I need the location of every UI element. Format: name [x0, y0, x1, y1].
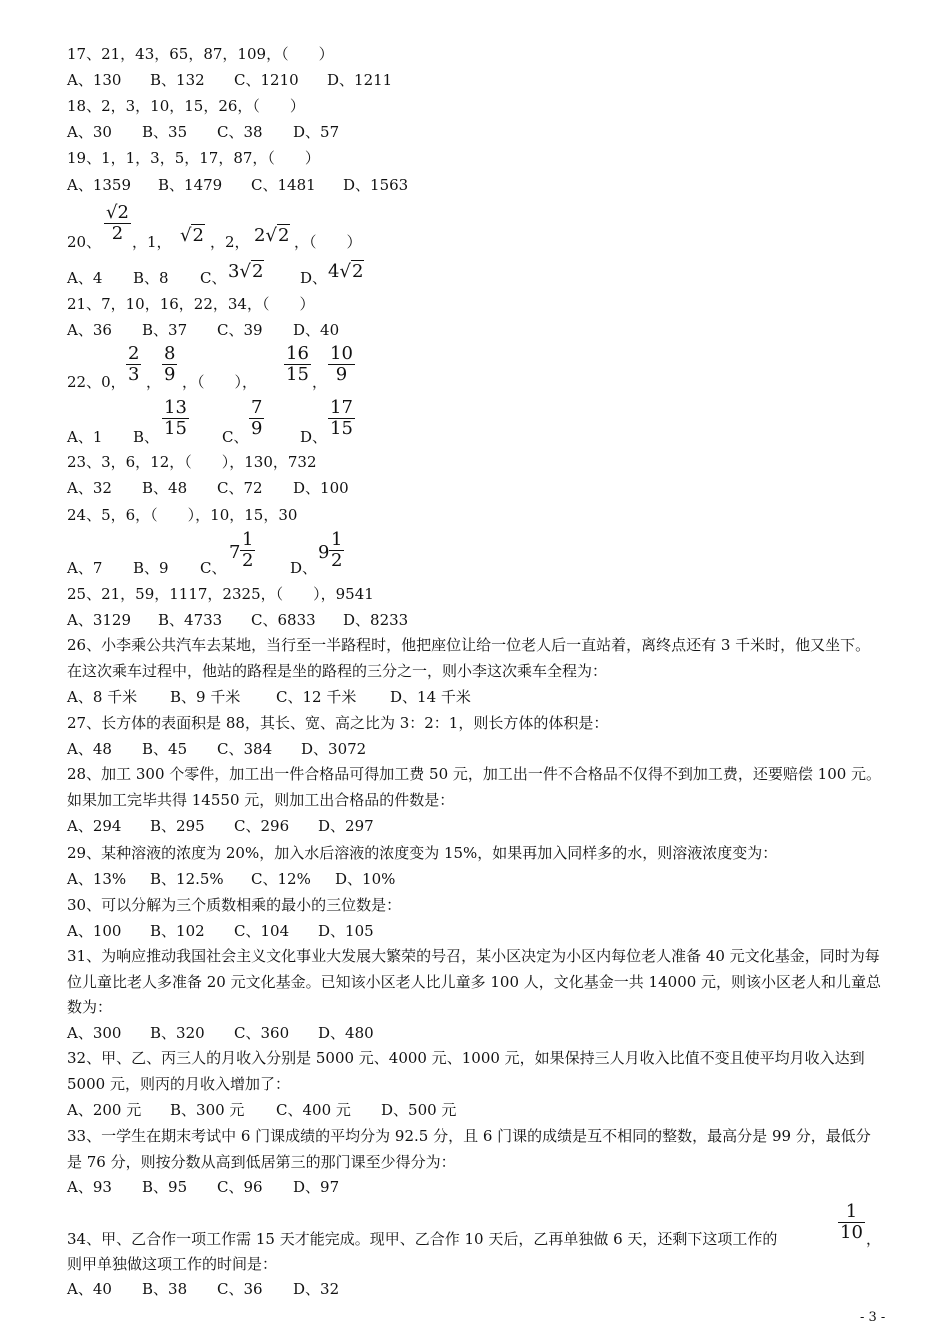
q23-option-b: B、48 — [142, 479, 188, 497]
q34-option-c: C、36 — [217, 1280, 263, 1298]
numerator: 1 — [331, 529, 343, 550]
numerator: 8 — [164, 343, 176, 364]
denominator: 15 — [164, 418, 187, 439]
q26-option-d: D、14 千米 — [390, 688, 471, 706]
denominator: 10 — [840, 1222, 863, 1243]
q32-option-b: B、300 元 — [170, 1101, 245, 1119]
numerator: 10 — [330, 343, 353, 364]
q17-option-d: D、1211 — [327, 71, 393, 89]
q29-option-b: B、12.5% — [150, 870, 224, 888]
q20-radicand-2: 2 — [277, 225, 290, 246]
q31-option-c: C、360 — [234, 1024, 290, 1042]
q32-option-c: C、400 元 — [276, 1101, 351, 1119]
q20-sqrt2: √2 — [180, 225, 204, 246]
q18-option-a: A、30 — [67, 123, 112, 141]
q33-option-c: C、96 — [217, 1178, 263, 1196]
q20-separator-2: ，2， — [210, 233, 250, 251]
q28-option-d: D、297 — [318, 817, 374, 835]
q22-option-b-fraction — [162, 398, 189, 439]
q22-label: 22、0， — [67, 373, 126, 391]
q27-option-b: B、45 — [142, 740, 188, 758]
question-18-stem: 18、2，3，10，15，26，（ ） — [67, 97, 305, 115]
q22-fraction-10-9 — [328, 344, 355, 385]
denominator: 2 — [331, 550, 343, 571]
q19-option-b: B、1479 — [158, 176, 223, 194]
q31-option-b: B、320 — [150, 1024, 205, 1042]
q22-separator: ， — [146, 373, 162, 391]
q28-option-c: C、296 — [234, 817, 290, 835]
q22-option-d: D、 — [300, 428, 328, 446]
q21-option-b: B、37 — [142, 321, 188, 339]
q18-option-d: D、57 — [293, 123, 340, 141]
q21-option-a: A、36 — [67, 321, 112, 339]
numerator: 13 — [164, 397, 187, 418]
q23-option-d: D、100 — [293, 479, 349, 497]
q33-option-a: A、93 — [67, 1178, 112, 1196]
q20-option-c-value: 3√2 — [228, 261, 264, 282]
question-33-stem: 33、一学生在期末考试中 6 门课成绩的平均分为 92.5 分，且 6 门课的成绩是互不相同的整数，最高分是 99 分，最低分是 76 分，则按分数从高到低居第三的那门课至少得分为： — [67, 1127, 871, 1171]
numerator: 7 — [251, 397, 263, 418]
q31-option-d: D、480 — [318, 1024, 374, 1042]
q27-option-c: C、384 — [217, 740, 273, 758]
q24-option-c-fraction — [240, 530, 255, 571]
q20-fraction-denominator: 2 — [111, 223, 124, 244]
q20-2sqrt2: 2√2 — [254, 225, 290, 246]
q29-option-a: A、13% — [67, 870, 127, 888]
question-19-stem: 19、1，1，3，5，17，87，（ ） — [67, 149, 320, 167]
q19-option-a: A、1359 — [67, 176, 132, 194]
q22-fraction-2-3 — [126, 344, 141, 385]
question-27-stem: 27、长方体的表面积是 88，其长、宽、高之比为 3：2：1，则长方体的体积是： — [67, 714, 609, 732]
q34-option-b: B、38 — [142, 1280, 188, 1298]
q21-option-c: C、39 — [217, 321, 263, 339]
question-34-stem-line-2: 则甲单独做这项工作的时间是： — [67, 1255, 278, 1273]
q29-option-d: D、10% — [335, 870, 396, 888]
q17-option-c: C、1210 — [234, 71, 299, 89]
q20-option-d: D、 — [300, 269, 328, 287]
q32-option-d: D、500 元 — [381, 1101, 457, 1119]
question-24-stem: 24、5，6，（ ），10，15，30 — [67, 506, 298, 524]
numerator: 1 — [242, 529, 254, 550]
q17-option-b: B、132 — [150, 71, 205, 89]
q21-option-d: D、40 — [293, 321, 340, 339]
q33-option-b: B、95 — [142, 1178, 188, 1196]
q24-option-b: B、9 — [133, 559, 169, 577]
numerator: 16 — [286, 343, 309, 364]
q28-option-a: A、294 — [67, 817, 122, 835]
denominator: 15 — [286, 364, 309, 385]
q22-option-b: B、 — [133, 428, 160, 446]
q26-option-a: A、8 千米 — [67, 688, 138, 706]
q22-option-a: A、1 — [67, 428, 103, 446]
q31-option-a: A、300 — [67, 1024, 122, 1042]
q33-option-d: D、97 — [293, 1178, 340, 1196]
q23-option-c: C、72 — [217, 479, 263, 497]
q18-option-c: C、38 — [217, 123, 263, 141]
q22-option-d-fraction — [328, 398, 355, 439]
question-23-stem: 23、3，6，12，（ ），130，732 — [67, 453, 317, 471]
q22-separator-3: ， — [312, 373, 328, 391]
q20-fraction-sqrt2-over-2 — [104, 203, 131, 244]
q24-option-d-whole: 9 — [318, 542, 330, 563]
q20-label: 20、 — [67, 233, 102, 251]
q25-option-b: B、4733 — [158, 611, 223, 629]
denominator: 3 — [128, 364, 140, 385]
q20-radicand: 2 — [192, 225, 204, 246]
denominator: 9 — [164, 364, 176, 385]
page-number: - 3 - — [860, 1310, 886, 1325]
q34-comma: ， — [866, 1230, 882, 1248]
q30-option-c: C、104 — [234, 922, 290, 940]
q23-option-a: A、32 — [67, 479, 112, 497]
q20-option-b: B、8 — [133, 269, 169, 287]
q26-option-b: B、9 千米 — [170, 688, 241, 706]
q30-option-d: D、105 — [318, 922, 374, 940]
q22-fraction-16-15 — [284, 344, 311, 385]
q34-fraction-1-10 — [838, 1202, 865, 1243]
q22-blank: ，（ ）， — [182, 373, 258, 391]
question-17-stem: 17、21，43，65，87，109，（ ） — [67, 45, 334, 63]
q22-option-c: C、 — [222, 428, 249, 446]
q24-option-d: D、 — [290, 559, 318, 577]
q20-option-a: A、4 — [67, 269, 103, 287]
q25-option-d: D、8233 — [343, 611, 409, 629]
q19-option-c: C、1481 — [251, 176, 316, 194]
question-34-stem-line-1: 34、甲、乙合作一项工作需 15 天才能完成。现甲、乙合作 10 天后，乙再单独做 6 天，还剩下这项工作的 — [67, 1230, 778, 1248]
q17-option-a: A、130 — [67, 71, 122, 89]
q18-option-b: B、35 — [142, 123, 188, 141]
q24-option-d-fraction — [329, 530, 344, 571]
question-30-stem: 30、可以分解为三个质数相乘的最小的三位数是： — [67, 896, 402, 914]
q25-option-a: A、3129 — [67, 611, 132, 629]
q34-option-d: D、32 — [293, 1280, 340, 1298]
q20-option-d-value: 4√2 — [328, 261, 364, 282]
radicand: 2 — [351, 261, 364, 282]
q32-option-a: A、200 元 — [67, 1101, 142, 1119]
denominator: 9 — [251, 418, 263, 439]
q22-option-c-fraction — [249, 398, 264, 439]
q19-option-d: D、1563 — [343, 176, 409, 194]
question-29-stem: 29、某种溶液的浓度为 20%，加入水后溶液的浓度变为 15%，如果再加入同样多的水，则溶液浓度变为： — [67, 844, 778, 862]
q28-option-b: B、295 — [150, 817, 205, 835]
numerator: 2 — [128, 343, 140, 364]
q20-option-c: C、 — [200, 269, 227, 287]
question-28-stem: 28、加工 300 个零件，加工出一件合格品可得加工费 50 元，加工出一件不合格品不仅得不到加工费，还要赔偿 100 元。如果加工完毕共得 14550 元，则加工出合格品的件数是： — [67, 765, 882, 809]
q27-option-a: A、48 — [67, 740, 112, 758]
q24-option-c: C、 — [200, 559, 227, 577]
question-26-stem: 26、小李乘公共汽车去某地，当行至一半路程时，他把座位让给一位老人后一直站着，离终点还有 3 千米时，他又坐下。在这次乘车过程中，他站的路程是坐的路程的三分之一，则小李这次乘车全程为： — [67, 636, 871, 680]
q24-option-c-whole: 7 — [229, 542, 241, 563]
q22-fraction-8-9 — [162, 344, 177, 385]
q24-option-a: A、7 — [67, 559, 103, 577]
q29-option-c: C、12% — [251, 870, 311, 888]
q34-option-a: A、40 — [67, 1280, 112, 1298]
question-25-stem: 25、21，59，1117，2325，（ ），9541 — [67, 585, 374, 603]
q30-option-b: B、102 — [150, 922, 205, 940]
q20-tail: ，（ ） — [294, 233, 362, 251]
question-32-stem: 32、甲、乙、丙三人的月收入分别是 5000 元、4000 元、1000 元，如果保持三人月收入比值不变且使平均月收入达到 5000 元，则丙的月收入增加了： — [67, 1049, 865, 1093]
denominator: 9 — [335, 364, 348, 385]
q26-option-c: C、12 千米 — [276, 688, 357, 706]
q30-option-a: A、100 — [67, 922, 122, 940]
question-21-stem: 21、7，10，16，22，34，（ ） — [67, 295, 315, 313]
q20-fraction-numerator: √2 — [106, 202, 129, 223]
numerator: 1 — [845, 1201, 858, 1222]
radicand: 2 — [251, 261, 264, 282]
question-31-stem: 31、为响应推动我国社会主义文化事业大发展大繁荣的号召，某小区决定为小区内每位老人准备 40 元文化基金，同时为每位儿童比老人多准备 20 元文化基金。已知该小区老人比儿童多 100 人，文化基金一共 14000 元，则该小区老人和儿童总数为： — [67, 947, 882, 1017]
denominator: 2 — [242, 550, 254, 571]
coef: 4 — [328, 261, 340, 282]
q27-option-d: D、3072 — [301, 740, 367, 758]
q25-option-c: C、6833 — [251, 611, 316, 629]
coef: 3 — [228, 261, 240, 282]
q20-coefficient: 2 — [254, 225, 266, 246]
q20-separator-1: ，1， — [132, 233, 172, 251]
numerator: 17 — [330, 397, 353, 418]
denominator: 15 — [330, 418, 353, 439]
